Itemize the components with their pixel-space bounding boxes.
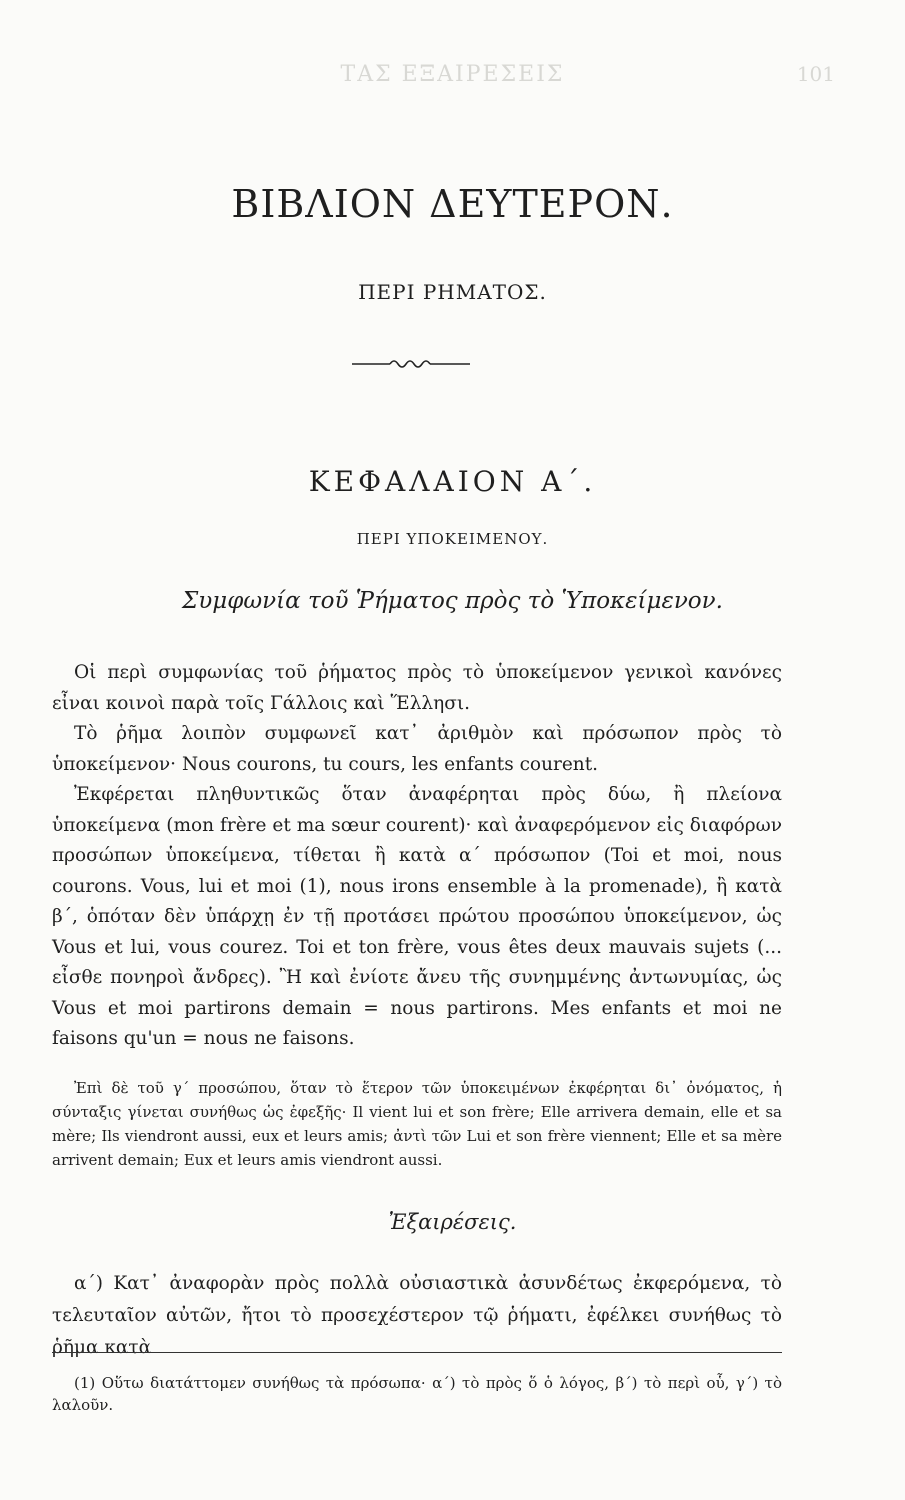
note-text	[52, 1076, 782, 1172]
footnote	[52, 1372, 782, 1416]
footnote-paragraph: (1) Οὕτω διατάττομεν συνήθως τὰ πρόσωπα· α΄) τὸ πρὸς ὅ ὁ λόγος, β΄) τὸ περὶ οὗ, γ΄) τὸ λαλοῦν.	[52, 1374, 782, 1414]
exceptions-text	[52, 1268, 782, 1364]
body-text	[52, 658, 782, 1055]
chapter-title: ΚΕΦΑΛΑΙΟΝ Α΄.	[308, 465, 597, 498]
paragraph: Ἐκφέρεται πληθυντικῶς ὅταν ἀναφέρηται πρὸς δύω, ἢ πλείονα ὑποκείμενα (mon frère et ma sœur courent)· καὶ ἀναφερόμενον εἰς διαφόρων προσώπων ὑποκείμενα, τίθεται ἢ κατὰ α΄ πρόσωπον (Toi et moi, nous courons. Vous, lui et moi (1), nous irons ensemble à la promenade), ἢ κατὰ β΄, ὁπόταν δὲν ὑπάρχῃ ἐν τῇ προτάσει πρώτου προσώπου ὑποκείμενον, ὡς Vous et lui, vous courez. Toi et ton frère, vous êtes deux mauvais sujets (... εἶσθε πονηροὶ ἄνδρες). Ἢ καὶ ἐνίοτε ἄνευ τῆς συνημμένης ἀντωνυμίας, ὡς Vous et moi partirons demain = nous partirons. Mes enfants et moi ne faisons qu'un = nous ne faisons.	[52, 784, 782, 1049]
note-paragraph: Ἐπὶ δὲ τοῦ γ΄ προσώπου, ὅταν τὸ ἕτερον τῶν ὑποκειμένων ἐκφέρηται δι᾽ ὀνόματος, ἡ σύνταξις γίνεται συνήθως ὡς ἐφεξῆς· Il vient lui et son frère; Elle arrivera demain, elle et sa mère; Ils viendront aussi, eux et leurs amis; ἀντὶ τῶν Lui et son frère viennent; Elle et sa mère arrivent demain; Eux et leurs amis viendront aussi.	[52, 1079, 782, 1169]
paragraph: Τὸ ῥῆμα λοιπὸν συμφωνεῖ κατ᾽ ἀριθμὸν καὶ πρόσωπον πρὸς τὸ ὑποκείμενον· Nous courons, tu cours, les enfants courent.	[52, 723, 782, 775]
ornament-divider-icon	[352, 354, 470, 374]
bleed-through-header: ΤΑΣ ΕΞΑΙΡΕΣΕΙΣ	[340, 62, 565, 87]
book-subtitle: ΠΕΡΙ ΡΗΜΑΤΟΣ.	[358, 280, 547, 304]
exceptions-paragraph: α΄) Κατ᾽ ἀναφορὰν πρὸς πολλὰ οὐσιαστικὰ ἀσυνδέτως ἐκφερόμενα, τὸ τελευταῖον αὐτῶν, ἤτοι τὸ προσεχέστερον τῷ ῥήματι, ἐφέλκει συνήθως τὸ ῥῆμα κατὰ	[52, 1273, 782, 1358]
book-title: ΒΙΒΛΙΟΝ ΔΕΥΤΕΡΟΝ.	[231, 182, 674, 226]
footnote-divider	[52, 1352, 782, 1353]
bleed-through-page-number: 101	[796, 62, 835, 86]
exceptions-title: Ἐξαιρέσεις.	[388, 1210, 517, 1234]
paragraph: Οἱ περὶ συμφωνίας τοῦ ῥήματος πρὸς τὸ ὑποκείμενον γενικοὶ κανόνες εἶναι κοινοὶ παρὰ τοῖς Γάλλοις καὶ Ἕλλησι.	[52, 662, 782, 714]
chapter-subtitle: ΠΕΡΙ ΥΠΟΚΕΙΜΕΝΟΥ.	[356, 530, 549, 548]
section-title: Συμφωνία τοῦ Ῥήματος πρὸς τὸ Ὑποκείμενον.	[182, 588, 723, 614]
